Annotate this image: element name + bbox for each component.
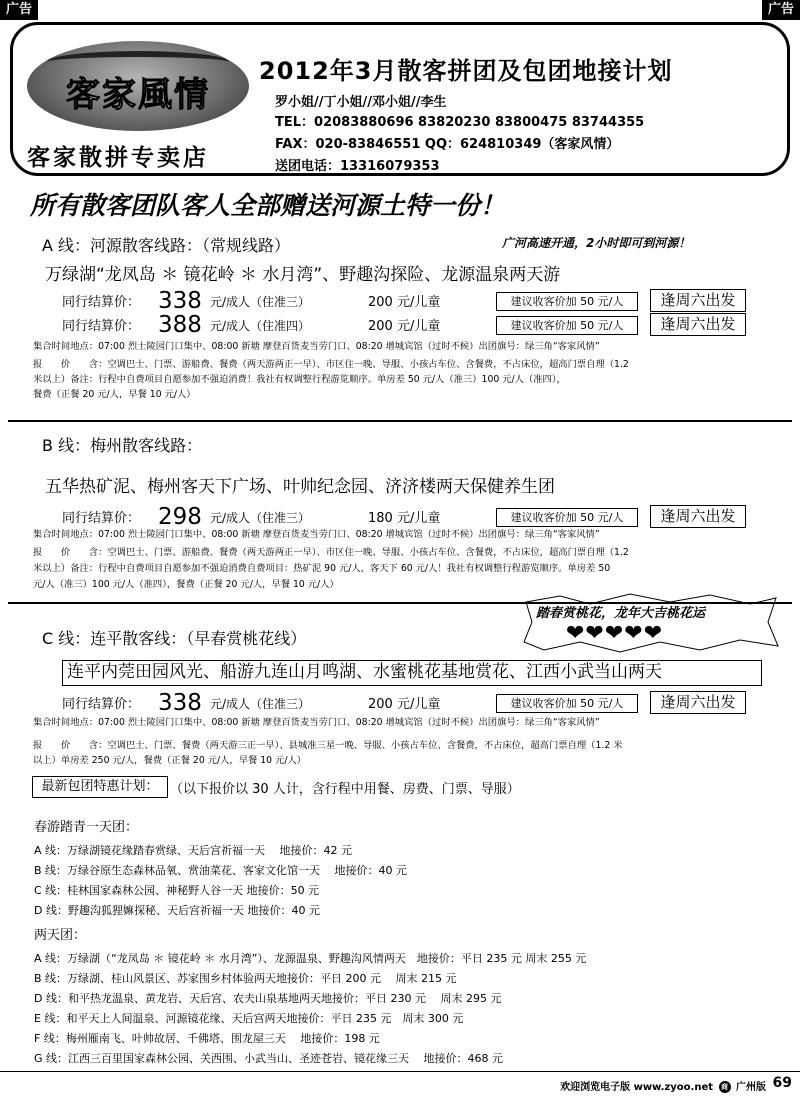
footer [560, 1078, 766, 1093]
line-b-include-3: 元/人（准三）100 元/人（准四），餐费（正餐 20 元/人，早餐 10 元/人） [33, 579, 339, 590]
contact-names: 罗小姐//丁小姐//邓小姐//李生 [275, 95, 447, 110]
suggested-price-box: 建议收客价加 50 元/人 [496, 508, 638, 527]
line-a-include: 报 价 含：空调巴士、门票、游船费、餐费（两天游两正一早）、市区住一晚、导服、小孩占车位、含餐费，不占床位，超高门票自理（1.2 [33, 359, 629, 370]
list-item: F 线：梅州雁南飞、叶帅故居、千佛塔、围龙屋三天 地接价：198 元 [34, 1032, 380, 1045]
suggested-price-box: 建议收客价加 50 元/人 [496, 694, 638, 713]
logo-caption: 客家散拼专卖店 [27, 144, 209, 171]
suggested-price-box: 建议收客价加 50 元/人 [496, 316, 638, 335]
footer-divider [0, 1071, 800, 1072]
line-a-gather: 集合时间地点：07:00 烈士陵园门口集中、08:00 新塘 摩登百货麦当劳门口、08:20 增城宾馆（过时不候）出团旗号：绿三角“客家风情” [33, 341, 600, 352]
list-item: B 线：万绿湖、桂山风景区、苏家围乡村体验两天地接价：平日 200 元 周末 215 元 [34, 972, 457, 985]
list-item: A 线：万绿湖（“龙凤岛 ＊ 镜花岭 ＊ 水月湾”）、龙源温泉、野趣沟风情两天 地接价：平日 235 元 周末 255 元 [34, 952, 587, 965]
child-price: 200 元/儿童 [368, 319, 441, 334]
departure-box: 逢周六出发 [650, 313, 746, 336]
list-item: C 线：桂林国家森林公园、神秘野人谷一天 地接价：50 元 [34, 884, 320, 897]
list-item: E 线：和平天上人间温泉、河源镜花缘、天后宫两天地接价：平日 235 元 周末 300 元 [34, 1012, 464, 1025]
adult-price-unit: 元/成人（住准四） [210, 319, 311, 333]
highway-notice: 广河高速开通，2小时即可到河源！ [502, 236, 691, 250]
zyoo-logo-icon: 商 [719, 1081, 731, 1093]
adult-price: 298 [158, 504, 202, 530]
two-day-heading: 两天团： [34, 928, 87, 943]
line-c-include: 报 价 含：空调巴士、门票、餐费（两天游三正一早）、县城准三星一晚、导服、小孩占车位、含餐费，不占床位，超高门票自理（1.2 米 [33, 740, 623, 751]
list-item: A 线：万绿湖镜花缘踏春赏绿、天后宫祈福一天 地接价：42 元 [34, 844, 353, 857]
line-c-include-2: 以上）单房差 250 元/人，餐费（正餐 20 元/人，早餐 10 元/人） [33, 755, 307, 766]
adult-price-unit: 元/成人（住准三） [210, 697, 311, 711]
line-a-price-row-1 [62, 288, 762, 312]
ad-tag-right: 广告 [762, 0, 800, 20]
suggested-price-box: 建议收客价加 50 元/人 [496, 292, 638, 311]
departure-box: 逢周六出发 [650, 691, 746, 714]
fax-line: FAX：020-83846551 QQ：624810349（客家风情） [275, 137, 620, 152]
departure-box: 逢周六出发 [650, 289, 746, 312]
child-price: 180 元/儿童 [368, 511, 441, 526]
group-plan-note: （以下报价以 30 人计，含行程中用餐、房费、门票、导服） [170, 782, 520, 797]
child-price: 200 元/儿童 [368, 697, 441, 712]
line-b-price-row [62, 504, 762, 528]
line-c-title: C 线：连平散客线：（早春赏桃花线） [42, 629, 307, 648]
price-label: 同行结算价： [62, 697, 141, 712]
child-price: 200 元/儿童 [368, 295, 441, 310]
line-c-price-row [62, 690, 762, 714]
line-c-gather: 集合时间地点：07:00 烈士陵园门口集中、08:00 新塘 摩登百货麦当劳门口、08:20 增城宾馆（过时不候）出团旗号：绿三角“客家风情” [33, 717, 600, 728]
list-item: G 线：江西三百里国家森林公园、关西围、小武当山、圣迹苍岩、镜花缘三天 地接价：468 元 [34, 1052, 504, 1065]
page-title: 2012年3月散客拼团及包团地接计划 [259, 57, 673, 85]
list-item: B 线：万绿谷原生态森林品氧、赏油菜花、客家文化馆一天 地接价：40 元 [34, 864, 408, 877]
line-a-title: A 线：河源散客线路：（常规线路） [42, 236, 291, 255]
header-panel [10, 22, 790, 176]
group-plan-title: 最新包团特惠计划： [32, 776, 168, 798]
logo-text: 客家風情 [66, 75, 210, 115]
line-a-price-row-2 [62, 312, 762, 336]
section-divider [8, 420, 792, 422]
adult-price-unit: 元/成人（住准三） [210, 295, 311, 309]
line-b-include: 报 价 含：空调巴士、门票、游船费、餐费（两天游两正一早）、市区住一晚、导服、小孩占车位、含餐费，不占床位，超高门票自理（1.2 [33, 547, 629, 558]
adult-price: 338 [158, 288, 202, 314]
delivery-phone: 送团电话：13316079353 [275, 159, 440, 174]
list-item: D 线：和平热龙温泉、黄龙岩、天后宫、农夫山泉基地两天地接价：平日 230 元 周末 295 元 [34, 992, 502, 1005]
line-b-include-2: 米以上）备注：行程中自费项目自愿参加不强迫消费自费项目：热矿泥 90 元/人，客天下 60 元/人！我社有权调整行程游览顺序。单房差 50 [33, 563, 611, 574]
hearts-icon: ❤❤❤❤❤ [566, 621, 664, 646]
ad-tag-left: 广告 [0, 0, 38, 20]
logo [27, 41, 249, 131]
footer-edition: 广州版 [736, 1082, 766, 1093]
tel-line: TEL：02083880696 83820230 83800475 83744355 [275, 115, 645, 130]
list-item: D 线：野趣沟狐狸嫲探秘、天后宫祈福一天 地接价：40 元 [34, 904, 320, 917]
price-label: 同行结算价： [62, 511, 141, 526]
line-a-include-3: 餐费（正餐 20 元/人，早餐 10 元/人） [33, 389, 196, 400]
footer-site-link[interactable]: www.zyoo.net [633, 1082, 714, 1093]
price-label: 同行结算价： [62, 295, 141, 310]
one-day-heading: 春游踏青一天团： [34, 820, 139, 835]
line-a-route: 万绿湖“龙凤岛 ＊ 镜花岭 ＊ 水月湾”、野趣沟探险、龙源温泉两天游 [45, 265, 561, 285]
price-label: 同行结算价： [62, 319, 141, 334]
peach-slogan: 踏春赏桃花，龙年大吉桃花运 [536, 606, 706, 621]
adult-price: 388 [158, 312, 202, 338]
departure-box: 逢周六出发 [650, 505, 746, 528]
page-number: 69 [772, 1075, 792, 1091]
line-b-title: B 线：梅州散客线路： [42, 436, 203, 455]
line-a-include-2: 米以上）备注：行程中自费项目自愿参加不强迫消费！我社有权调整行程游览顺序。单房差 50 元/人（准三）100 元/人（准四）， [33, 374, 566, 385]
gift-banner: 所有散客团队客人全部赠送河源土特一份！ [30, 191, 506, 220]
line-c-route: 连平内莞田园风光、船游九连山月鸣湖、水蜜桃花基地赏花、江西小武当山两天 [62, 660, 762, 686]
line-b-gather: 集合时间地点：07:00 烈士陵园门口集中、08:00 新塘 摩登百货麦当劳门口、08:20 增城宾馆（过时不候）出团旗号：绿三角“客家风情” [33, 529, 600, 540]
adult-price-unit: 元/成人（住准三） [210, 511, 311, 525]
footer-welcome: 欢迎浏览电子版 [560, 1082, 631, 1093]
line-b-route: 五华热矿泥、梅州客天下广场、叶帅纪念园、济济楼两天保健养生团 [45, 477, 555, 497]
adult-price: 338 [158, 690, 202, 716]
